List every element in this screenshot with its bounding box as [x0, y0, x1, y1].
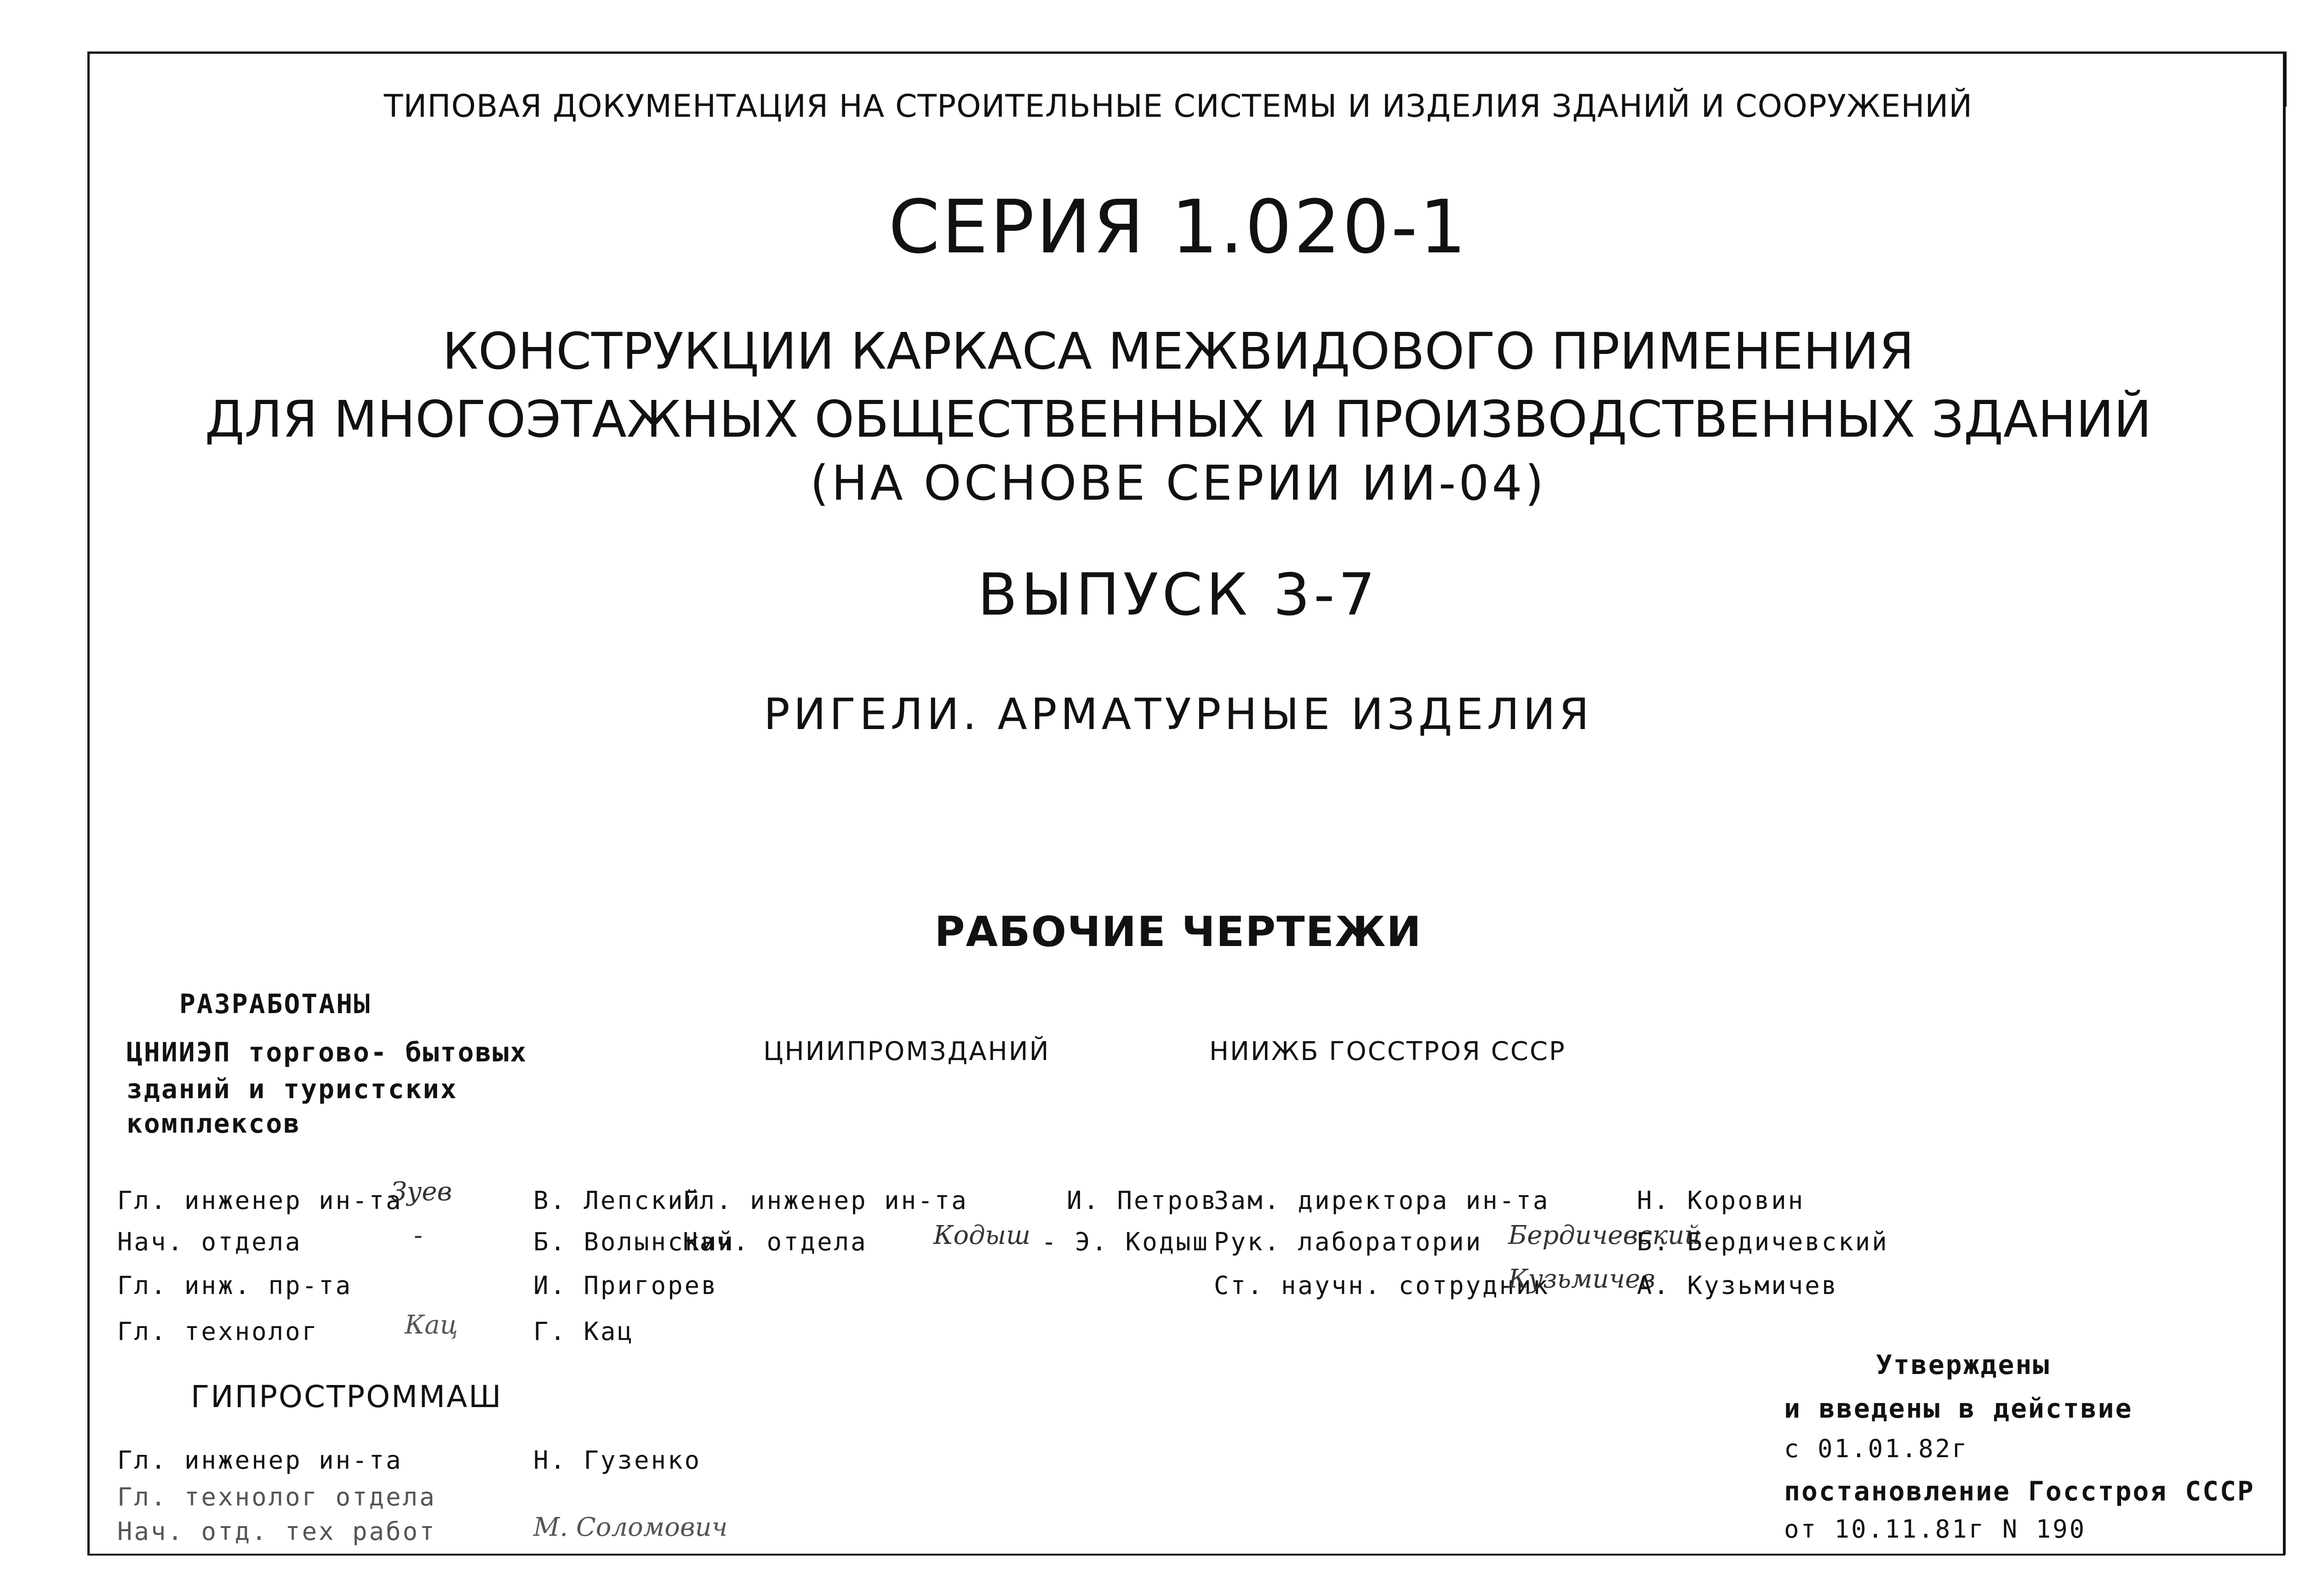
approval-line-3: с 01.01.82г [1784, 1434, 1969, 1463]
org2-person-2: - Э. Кодыш [1041, 1227, 1210, 1256]
series-title: СЕРИЯ 1.020-1 [888, 184, 1468, 270]
org1-signature-4: Кац [405, 1310, 458, 1340]
frame-left-border [87, 51, 90, 1555]
org2-signature-2: Кодыш [933, 1220, 1031, 1250]
org1-person-4: Г. Кац [533, 1317, 635, 1346]
org2-role-1: Гл. инженер ин-та [683, 1186, 968, 1215]
org4-person-3: М. Соломович [533, 1512, 728, 1542]
title-line-2: ДЛЯ МНОГОЭТАЖНЫХ ОБЩЕСТВЕННЫХ И ПРОИЗВОДСТВЕННЫХ ЗДАНИЙ [205, 390, 2152, 449]
document-header: ТИПОВАЯ ДОКУМЕНТАЦИЯ НА СТРОИТЕЛЬНЫЕ СИСТЕМЫ И ИЗДЕЛИЯ ЗДАНИЙ И СООРУЖЕНИЙ [383, 88, 1973, 125]
org4-name: ГИПРОСТРОММАШ [191, 1379, 503, 1414]
title-line-3: (НА ОСНОВЕ СЕРИИ ИИ-04) [810, 455, 1547, 511]
working-drawings-title: РАБОЧИЕ ЧЕРТЕЖИ [934, 908, 1422, 956]
org3-role-1: Зам. директора ин-та [1214, 1186, 1550, 1215]
org1-signature-2: - [414, 1220, 423, 1250]
issue-number: ВЫПУСК 3-7 [978, 561, 1379, 628]
org1-signature-1: Зуев [391, 1177, 452, 1207]
org1-person-3: И. Пригорев [533, 1271, 718, 1300]
org1-role-2: Нач. отдела [117, 1227, 302, 1256]
org2-name: ЦНИИПРОМЗДАНИЙ [763, 1037, 1050, 1066]
approval-line-4: постановление Госстроя СССР [1784, 1476, 2255, 1507]
org1-name-line-3: комплексов [126, 1108, 301, 1139]
org1-role-4: Гл. технолог [117, 1317, 319, 1346]
org1-role-3: Гл. инж. пр-та [117, 1271, 353, 1300]
approval-line-5: от 10.11.81г N 190 [1784, 1515, 2087, 1544]
org1-name-line-2: зданий и туристских [126, 1073, 458, 1105]
org4-role-3: Нач. отд. тех работ [117, 1517, 436, 1546]
org3-person-3: А. Кузьмичев [1637, 1271, 1839, 1300]
org3-name: НИИЖБ ГОССТРОЯ СССР [1209, 1037, 1566, 1066]
frame-top-border [87, 51, 2285, 54]
developed-label: РАЗРАБОТАНЫ [179, 988, 372, 1020]
org4-role-2: Гл. технолог отдела [117, 1482, 436, 1511]
frame-bottom-border [87, 1554, 2285, 1556]
org1-role-1: Гл. инженер ин-та [117, 1186, 403, 1215]
org4-person-1: Н. Гузенко [533, 1446, 702, 1475]
org3-person-2: Б. Бердичевский [1637, 1227, 1889, 1256]
approval-line-2: и введены в действие [1784, 1393, 2133, 1424]
org3-role-3: Ст. научн. сотрудник [1214, 1271, 1550, 1300]
org2-person-1: И. Петров [1067, 1186, 1218, 1215]
org3-role-2: Рук. лаборатории [1214, 1227, 1483, 1256]
parts-title: РИГЕЛИ. АРМАТУРНЫЕ ИЗДЕЛИЯ [764, 690, 1593, 740]
org3-signature-3: Кузьмичев [1508, 1264, 1655, 1294]
title-line-1: КОНСТРУКЦИИ КАРКАСА МЕЖВИДОВОГО ПРИМЕНЕНИЯ [442, 322, 1915, 381]
org1-name-line-1: ЦНИИЭП торгово- бытовых [126, 1037, 528, 1068]
org3-signature-2: Бердичевский [1508, 1220, 1701, 1250]
org3-person-1: Н. Коровин [1637, 1186, 1805, 1215]
org1-person-2: Б. Волынский [533, 1227, 735, 1256]
org1-person-1: В. Лепский [533, 1186, 702, 1215]
org4-role-1: Гл. инженер ин-та [117, 1446, 403, 1475]
frame-right-border [2283, 51, 2286, 1555]
approval-line-1: Утверждены [1876, 1349, 2051, 1380]
org2-role-2: Нач. отдела [683, 1227, 868, 1256]
